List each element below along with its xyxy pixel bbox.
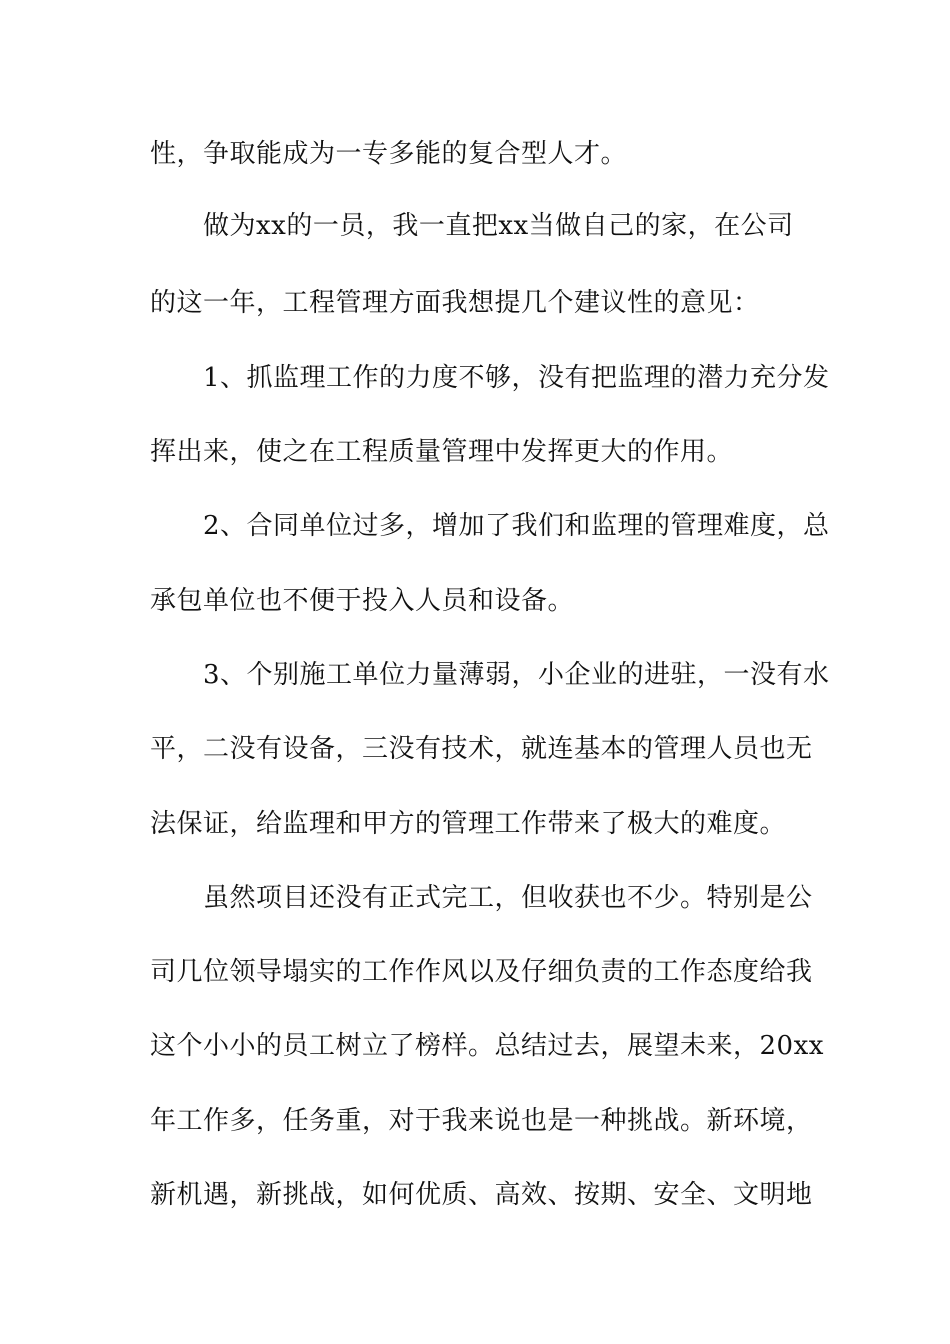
text-line: 承包单位也不便于投入人员和设备。 xyxy=(150,586,575,616)
text-line: 性，争取能成为一专多能的复合型人才。 xyxy=(150,139,628,169)
paragraph-first-line: 虽然项目还没有正式完工，但收获也不少。特别是公 xyxy=(203,883,813,913)
text-line: 的这一年，工程管理方面我想提几个建议性的意见： xyxy=(150,288,760,318)
text-line: 平，二没有设备，三没有技术，就连基本的管理人员也无 xyxy=(150,734,813,764)
paragraph-first-line: 做为xx的一员，我一直把xx当做自己的家，在公司 xyxy=(203,211,794,241)
paragraph-first-line: 3、个别施工单位力量薄弱，小企业的进驻，一没有水 xyxy=(203,660,830,690)
text-line: 法保证，给监理和甲方的管理工作带来了极大的难度。 xyxy=(150,809,787,839)
text-line: 司几位领导塌实的工作作风以及仔细负责的工作态度给我 xyxy=(150,957,813,987)
text-line: 新机遇，新挑战，如何优质、高效、按期、安全、文明地 xyxy=(150,1180,813,1210)
text-line: 这个小小的员工树立了榜样。总结过去，展望未来，20xx xyxy=(150,1031,824,1061)
paragraph-first-line: 1、抓监理工作的力度不够，没有把监理的潜力充分发 xyxy=(203,363,830,393)
paragraph-first-line: 2、合同单位过多，增加了我们和监理的管理难度，总 xyxy=(203,511,830,541)
text-line: 挥出来，使之在工程质量管理中发挥更大的作用。 xyxy=(150,437,734,467)
text-line: 年工作多，任务重，对于我来说也是一种挑战。新环境， xyxy=(150,1106,813,1136)
